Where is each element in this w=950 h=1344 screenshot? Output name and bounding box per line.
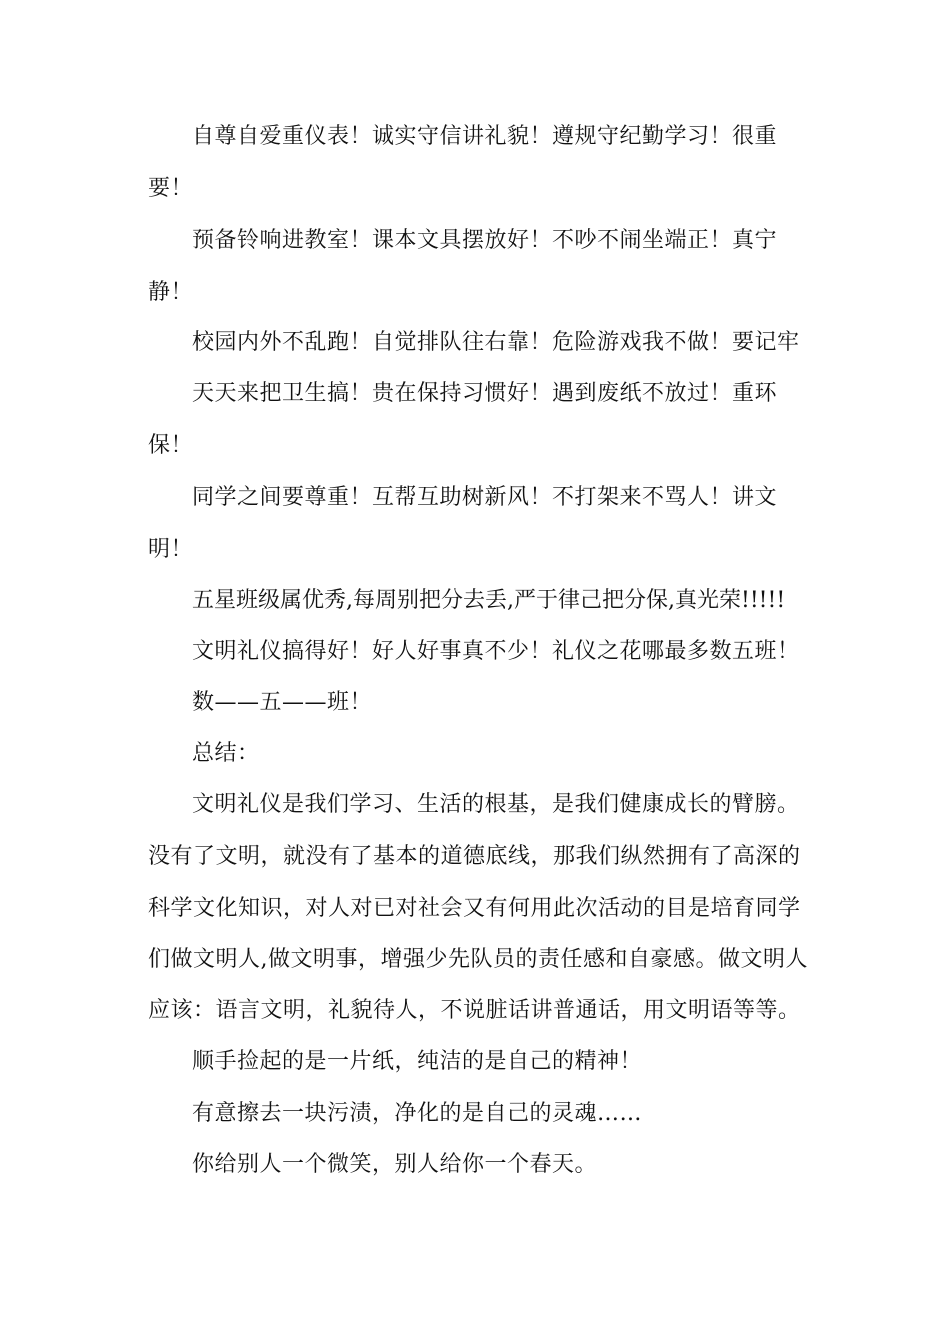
poem-line-7: 文明礼仪搞得好！好人好事真不少！礼仪之花哪最多数五班！ <box>192 639 800 664</box>
poem-line-4: 天天来把卫生搞！贵在保持习惯好！遇到废纸不放过！重环 <box>192 381 778 406</box>
closing-line-2: 有意擦去一块污渍，净化的是自己的灵魂…… <box>192 1101 643 1126</box>
summary-heading: 总结： <box>192 741 260 766</box>
poem-line-6: 五星班级属优秀,每周别把分去丢,严于律己把分保,真光荣!!!!! <box>192 588 786 613</box>
poem-line-1-continued: 要！ <box>148 176 194 201</box>
summary-paragraph-line-2: 没有了文明，就没有了基本的道德底线，那我们纵然拥有了高深的 <box>148 844 801 869</box>
poem-line-2: 预备铃响进教室！课本文具摆放好！不吵不闹坐端正！真宁 <box>192 228 778 253</box>
summary-paragraph-line-3: 科学文化知识，对人对已对社会又有何用此次活动的目是培育同学 <box>148 896 801 921</box>
closing-line-3: 你给别人一个微笑，别人给你一个春天。 <box>192 1152 598 1177</box>
poem-line-2-continued: 静！ <box>148 280 194 305</box>
poem-line-5: 同学之间要尊重！互帮互助树新风！不打架来不骂人！讲文 <box>192 485 778 510</box>
poem-line-5-continued: 明！ <box>148 537 194 562</box>
summary-paragraph-line-4: 们做文明人,做文明事，增强少先队员的责任感和自豪感。做文明人 <box>148 947 808 972</box>
poem-line-1: 自尊自爱重仪表！诚实守信讲礼貌！遵规守纪勤学习！很重 <box>192 124 778 149</box>
poem-line-3: 校园内外不乱跑！自觉排队往右靠！危险游戏我不做！要记牢 <box>192 330 800 355</box>
closing-line-1: 顺手捡起的是一片纸，纯洁的是自己的精神！ <box>192 1049 643 1074</box>
summary-paragraph-line-5: 应该：语言文明，礼貌待人，不说脏话讲普通话，用文明语等等。 <box>148 998 801 1023</box>
poem-line-4-continued: 保！ <box>148 433 194 458</box>
summary-paragraph-line-1: 文明礼仪是我们学习、生活的根基，是我们健康成长的臂膀。 <box>192 792 800 817</box>
poem-line-8: 数——五——班！ <box>192 690 373 715</box>
